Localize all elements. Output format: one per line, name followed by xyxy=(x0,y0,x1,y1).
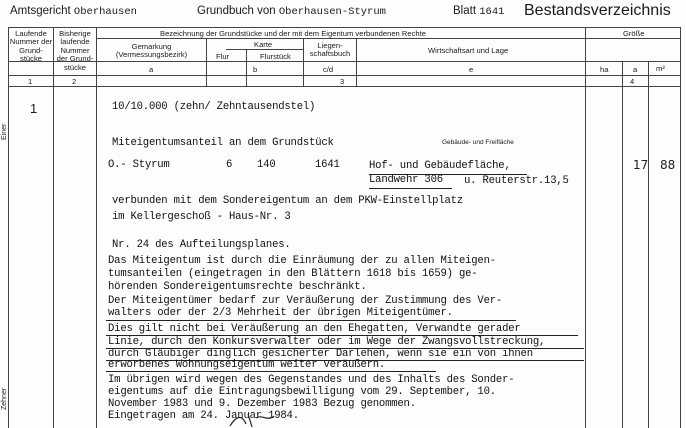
col-ha: ha xyxy=(600,65,609,74)
header-rule-4 xyxy=(8,86,680,87)
entry-groesse-a: 17 xyxy=(633,158,649,172)
entry-line-1: verbunden mit dem Sondereigentum an dem PKW-Einstellplatz xyxy=(112,195,463,207)
entry-line-8: walters oder der 2/3 Mehrheit der übrigen Miteigentümer. xyxy=(108,307,453,319)
sheet-number: 1641 xyxy=(479,6,505,18)
side-label-einer: Einer xyxy=(1,123,8,140)
col-bisherige-nummer: Bisherige laufende Nummer der Grund- stücke xyxy=(56,29,94,72)
entry-line-2: im Kellergeschoß - Haus-Nr. 3 xyxy=(112,211,291,223)
register-place: Oberhausen-Styrum xyxy=(278,6,386,18)
col-m2: m² xyxy=(656,64,665,73)
col-a: a xyxy=(633,65,638,74)
col-border-liegenschaft xyxy=(356,38,357,86)
entry-line-6: hörenden Sondereigentumsrechte beschränkt. xyxy=(108,281,367,293)
col-flur: Flur xyxy=(216,52,230,61)
court-place: Oberhausen xyxy=(73,6,137,18)
entry-line-10: Linie, durch den Konkursverwalter oder im Wege der Zwangsvollstreckung, xyxy=(108,336,546,348)
entry-share: 10/10.000 (zehn/ Zehntausendstel) xyxy=(112,101,316,113)
entry-lage-extra: u. Reuterstr.13,5 xyxy=(464,175,569,187)
col-border-groesse xyxy=(585,27,586,428)
col-border-left xyxy=(8,27,9,428)
entry-flurstueck: 140 xyxy=(257,159,276,171)
entry-flur: 6 xyxy=(226,159,233,171)
col-border-2 xyxy=(96,27,97,428)
entry-lfd-nr: 1 xyxy=(30,101,38,116)
col-num-4: 4 xyxy=(630,77,635,86)
col-sub-b: b xyxy=(253,65,258,74)
lage-underline xyxy=(369,188,452,189)
entry-lage: Landwehr 306 xyxy=(369,174,443,186)
entry-line-3: Nr. 24 des Aufteilungsplanes. xyxy=(112,239,291,251)
col-flurstueck: Flurstück xyxy=(260,52,291,61)
entry-gebaeude-note: Gebäude- und Freifläche xyxy=(442,139,514,146)
table-top-border xyxy=(8,27,680,28)
register-label xyxy=(197,5,386,18)
entry-line-12: erworbenes Wohnungseigentum weiter veräußern. xyxy=(108,359,386,371)
header-rule-groesse xyxy=(585,38,680,39)
side-label-zehner: Zehner xyxy=(1,387,8,410)
sheet-label xyxy=(453,5,504,18)
zustimmung-underline xyxy=(106,320,516,321)
col-gemarkung: Gemarkung (Vermessungsbezirk) xyxy=(115,42,188,60)
col-karte: Karte xyxy=(254,40,273,49)
col-laufende-nummer: Laufende Nummer der Grund- stücke xyxy=(9,29,53,64)
entry-line-4: Das Miteigentum ist durch die Einräumung der zu allen Miteigen- xyxy=(108,255,496,267)
col-border-gemarkung xyxy=(206,38,207,86)
entry-line-9: Dies gilt nicht bei Veräußerung an den Ehegatten, Verwandte gerader xyxy=(108,323,521,335)
entry-gemarkung: O.- Styrum xyxy=(108,159,170,171)
entry-miteigentum-label: Miteigentumsanteil an dem Grundstück xyxy=(112,137,334,149)
entry-line-15: November 1983 und 9. Dezember 1983 Bezug genommen. xyxy=(108,398,416,410)
ehegatten-underline-4 xyxy=(106,371,436,372)
karte-subrule xyxy=(226,49,303,50)
header-rule-3 xyxy=(8,75,680,76)
col-border-flur xyxy=(246,49,247,86)
entry-line-14: eigentums auf die Eintragungsbewilligung vom 29. September, 10. xyxy=(108,386,496,398)
register-label-text: Grundbuch von xyxy=(197,5,276,17)
col-sub-a: a xyxy=(149,65,154,74)
col-border-right xyxy=(680,27,681,428)
entry-wirtschaftsart: Hof- und Gebäudefläche, xyxy=(369,160,511,172)
entry-liegenschaftsbuch: 1641 xyxy=(315,159,340,171)
entry-line-11: durch Gläubiger dinglich gesicherter Darlehen, wenn sie ein von ihnen xyxy=(108,348,533,360)
sheet-label-text: Blatt xyxy=(453,5,477,17)
col-sub-e: e xyxy=(469,65,474,74)
entry-line-16: Eingetragen am 24. Januar 1984. xyxy=(108,410,299,422)
entry-line-5: tumsanteilen (eingetragen in den Blättern 1618 bis 1659) ge- xyxy=(108,268,478,280)
entry-line-7: Der Miteigentümer bedarf zur Veräußerung der Zustimmung des Ver- xyxy=(108,295,503,307)
col-wirtschaftsart: Wirtschaftsart und Lage xyxy=(428,46,509,55)
signature-mark xyxy=(228,412,278,428)
header-rule-2 xyxy=(8,61,680,62)
col-border-a xyxy=(648,61,649,428)
col-num-3: 3 xyxy=(340,77,345,86)
court-label xyxy=(10,5,137,18)
col-border-ha xyxy=(622,61,623,428)
col-border-1 xyxy=(53,27,54,428)
page-title: Bestandsverzeichnis xyxy=(524,2,671,19)
header-rule-1 xyxy=(96,38,585,39)
col-num-2: 2 xyxy=(72,77,77,86)
col-num-1: 1 xyxy=(28,77,33,86)
entry-line-13: Im übrigen wird wegen des Gegenstandes und des Inhalts des Sonder- xyxy=(108,374,515,386)
entry-groesse-m2: 88 xyxy=(660,158,676,172)
col-groesse: Größe xyxy=(623,29,645,38)
col-sub-cd: c/d xyxy=(323,65,334,74)
court-label-text: Amtsgericht xyxy=(10,5,71,17)
col-bezeichnung: Bezeichnung der Grundstücke und der mit dem Eigentum verbundenen Rechte xyxy=(160,29,426,38)
col-liegenschaftsbuch: Liegen- schaftsbuch xyxy=(309,41,351,59)
